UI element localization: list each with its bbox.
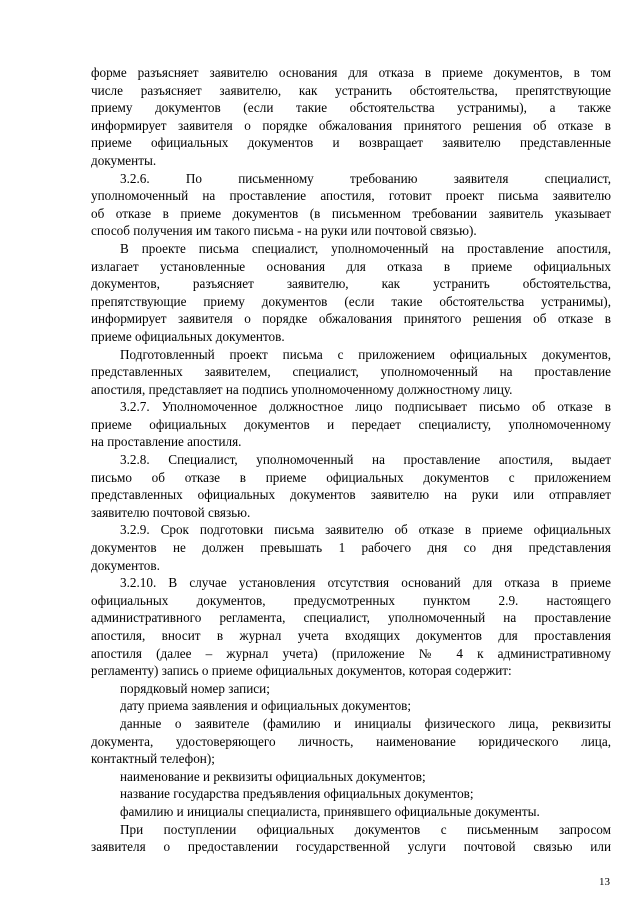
- text-line: В проекте письма специалист, уполномоченный на проставление апостиля,: [120, 240, 611, 256]
- body-text: [91, 64, 611, 856]
- text-line: апостиля, вносит в журнал учета входящих документов для проставления: [91, 628, 611, 643]
- text-line: документов, разъясняет заявителю, как устранить обстоятельства,: [91, 276, 611, 292]
- text-line: фамилию и инициалы специалиста, принявшего официальные документы.: [120, 803, 540, 819]
- text-line: апостиля, представляет на подпись уполномоченному должностному лицу.: [91, 381, 513, 397]
- text-line: приеме официальных документов и передает специалисту, уполномоченному: [91, 416, 611, 432]
- text-line: При поступлении официальных документов с письменным запросом: [120, 821, 611, 837]
- text-line: способ получения им такого письма - на руки или почтовой связью).: [91, 223, 477, 239]
- text-line: данные о заявителе (фамилию и инициалы физического лица, реквизиты: [120, 715, 611, 731]
- text-line: наименование и реквизиты официальных документов;: [120, 768, 426, 784]
- text-line: документа, удостоверяющего личность, наименование юридического лица,: [91, 733, 611, 749]
- text-line: информирует заявителя о порядке обжалования принятого решения об отказе в: [91, 311, 611, 327]
- text-line: 3.2.6. По письменному требованию заявителя специалист,: [120, 170, 611, 186]
- text-line: 3.2.9. Срок подготовки письма заявителю об отказе в приеме официальных: [120, 522, 611, 538]
- text-line: регламенту) запись о приеме официальных документов, которая содержит:: [91, 663, 512, 679]
- text-line: уполномоченный на проставление апостиля, готовит проект письма заявителю: [91, 188, 611, 204]
- text-line: числе разъясняет заявителю, как устранить обстоятельства, препятствующие: [91, 82, 611, 98]
- text-line: апостиля (далее – журнал учета) (приложение № 4 к административному: [91, 645, 611, 661]
- text-line: информирует заявителя о порядке обжалования принятого решения об отказе в: [91, 117, 611, 133]
- text-line: заявителю почтовой связью.: [91, 504, 251, 520]
- text-line: заявителя о предоставлении государственной услуги почтовой связью или: [91, 839, 611, 855]
- text-line: дату приема заявления и официальных документов;: [120, 698, 412, 714]
- text-line: об отказе в приеме документов (в письменном требовании заявитель указывает: [91, 205, 611, 221]
- text-line: приему документов (если такие обстоятельства устранимы), а также: [91, 100, 611, 116]
- page-number: 13: [599, 876, 610, 888]
- text-line: 3.2.8. Специалист, уполномоченный на проставление апостиля, выдает: [120, 452, 611, 468]
- text-line: 3.2.7. Уполномоченное должностное лицо подписывает письмо об отказе в: [120, 399, 611, 415]
- text-line: препятствующие приему документов (если такие обстоятельства устранимы),: [91, 293, 611, 309]
- text-line: порядковый номер записи;: [120, 680, 270, 696]
- text-line: представленных заявителем, специалист, уполномоченный на проставление: [91, 364, 611, 380]
- text-line: документов.: [91, 557, 160, 573]
- text-line: форме разъясняет заявителю основания для отказа в приеме документов, в том: [91, 65, 611, 80]
- text-line: 3.2.10. В случае установления отсутствия оснований для отказа в приеме: [120, 575, 611, 591]
- text-line: излагает установленные основания для отказа в приеме официальных: [91, 258, 611, 274]
- text-line: Подготовленный проект письма с приложением официальных документов,: [120, 346, 611, 362]
- text-line: контактный телефон);: [91, 751, 215, 767]
- text-line: название государства предъявления официальных документов;: [120, 786, 474, 802]
- text-line: административного регламента, специалист, уполномоченный на проставление: [91, 610, 611, 626]
- text-line: письмо об отказе в приеме официальных документов с приложением: [91, 469, 611, 485]
- text-line: на проставление апостиля.: [91, 434, 242, 450]
- text-line: документов не должен превышать 1 рабочего дня со дня представления: [91, 540, 611, 556]
- text-line: официальных документов, предусмотренных пунктом 2.9. настоящего: [91, 592, 611, 608]
- text-line: представленных официальных документов заявителю на руки или отправляет: [91, 487, 611, 503]
- text-line: приеме официальных документов.: [91, 328, 285, 344]
- text-line: приеме официальных документов и возвращает заявителю представленные: [91, 135, 611, 151]
- text-line: документы.: [91, 152, 157, 168]
